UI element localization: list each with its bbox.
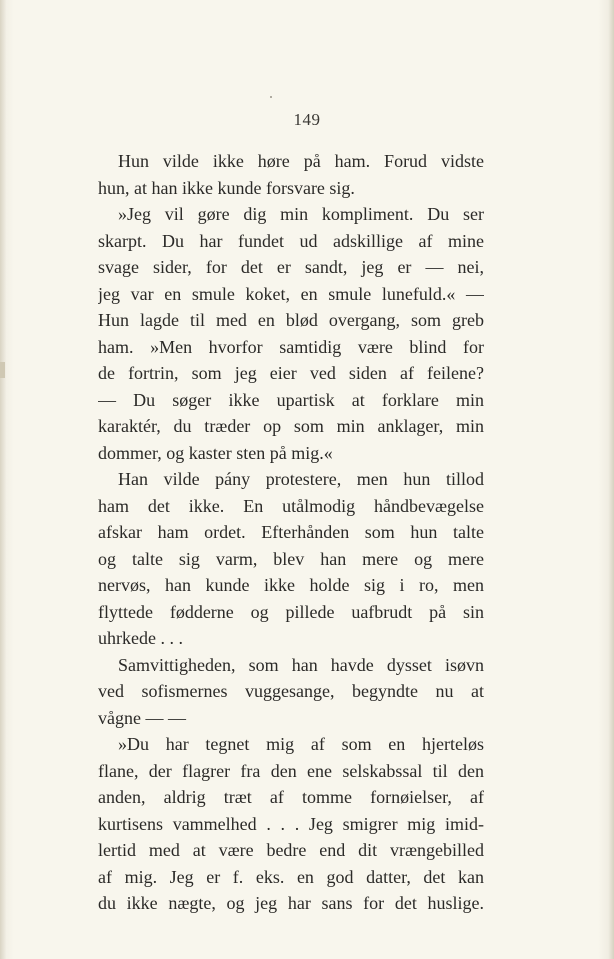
text-line: skarpt. Du har fundet ud adskillige af mine (98, 230, 484, 251)
text-line: kurtisens vammelhed . . . Jeg smigrer mig imid- (98, 813, 484, 834)
text-line: nervøs, han kunde ikke holde sig i ro, men (98, 575, 484, 595)
text-line: Samvittigheden, som han havde dysset isøvn (118, 654, 484, 675)
text-line: af mig. Jeg er f. eks. en god datter, det kan (98, 866, 484, 887)
page-edge-notch (0, 362, 5, 378)
page-number: 149 (293, 110, 321, 129)
text-line: »Jeg vil gøre dig min kompliment. Du ser (118, 204, 484, 224)
text-line: hun, at han ikke kunde forsvare sig. (98, 177, 355, 198)
text-line: de fortrin, som jeg eier ved siden af feilene? (98, 363, 484, 383)
text-line: vågne — — (98, 707, 186, 728)
text-line: ved sofismernes vuggesange, begyndte nu at (98, 681, 484, 701)
text-line: karaktér, du træder op som min anklager, min (98, 416, 484, 436)
text-line: »Du har tegnet mig af som en hjerteløs (118, 734, 484, 754)
text-line: flane, der flagrer fra den ene selskabssal til den (98, 760, 484, 781)
text-line: lertid med at være bedre end dit vrængebilled (98, 840, 484, 860)
text-line: afskar ham ordet. Efterhånden som hun talte (98, 522, 484, 542)
text-line: ham det ikke. En utålmodig håndbevægelse (98, 495, 484, 516)
text-line: Hun lagde til med en blød overgang, som greb (98, 310, 484, 330)
page-right-edge (608, 0, 614, 959)
text-line: uhrkede . . . (98, 628, 183, 648)
page-left-edge (0, 0, 6, 959)
text-line: jeg var en smule koket, en smule lunefuld.« — (98, 283, 484, 304)
text-line: Han vilde pány protestere, men hun tillod (118, 469, 484, 489)
text-line: flyttede fødderne og pillede uafbrudt på sin (98, 601, 484, 622)
text-line: svage sider, for det er sandt, jeg er — nei, (98, 257, 484, 277)
text-line: anden, aldrig træt af tomme fornøielser, af (98, 787, 484, 807)
text-line: — Du søger ikke upartisk at forklare min (98, 389, 484, 410)
text-line: dommer, og kaster sten på mig.« (98, 442, 333, 463)
ink-speck (270, 96, 272, 98)
text-line: du ikke nægte, og jeg har sans for det huslige. (98, 893, 484, 913)
body-text (98, 148, 484, 917)
text-line: ham. »Men hvorfor samtidig være blind for (98, 336, 484, 357)
text-line: Hun vilde ikke høre på ham. Forud vidste (118, 151, 484, 171)
text-line: og talte sig varm, blev han mere og mere (98, 548, 484, 569)
